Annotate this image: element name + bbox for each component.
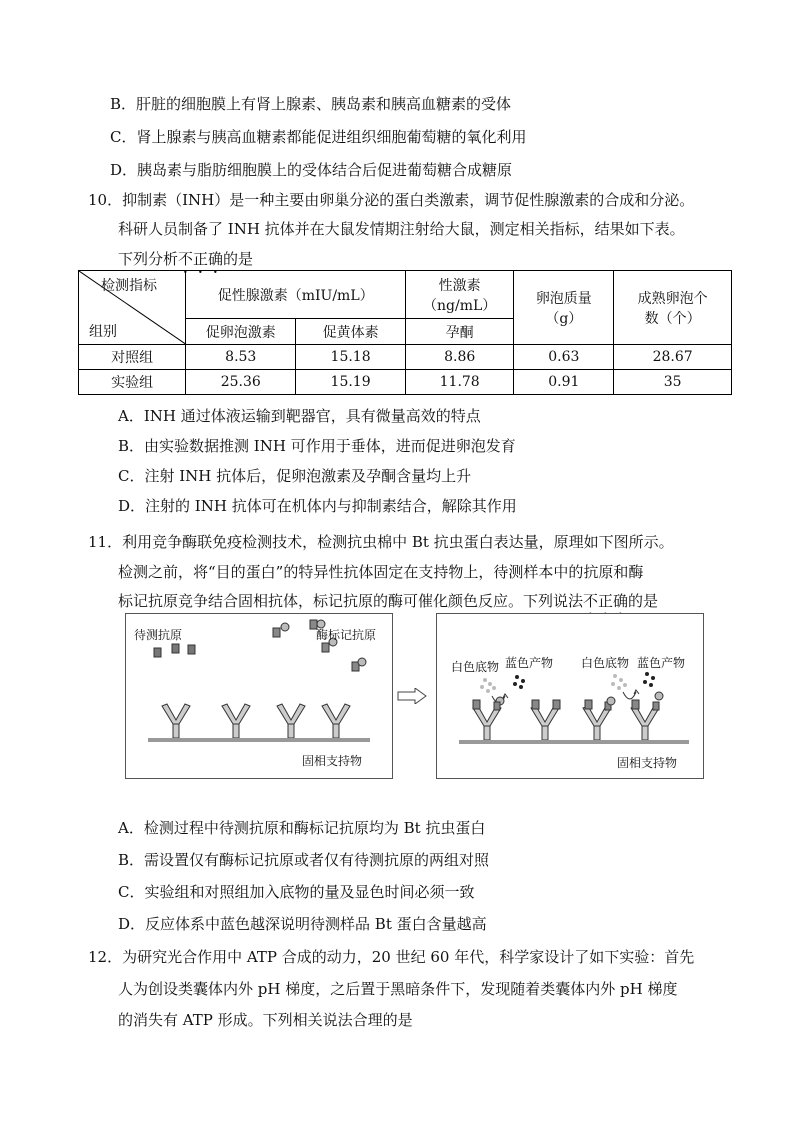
- subheader-fsh: 促卵泡激素: [186, 319, 296, 345]
- label-test-antigen: 待测抗原: [134, 628, 183, 642]
- q12-stem-line2: 人为创设类囊体内外 pH 梯度，之后置于黑暗条件下，发现随着类囊体内外 pH 梯度: [118, 980, 678, 998]
- label-blue-product-1: 蓝色产物: [505, 656, 554, 670]
- q10-option-d: D．注射的 INH 抗体可在机体内与抑制素结合，解除其作用: [118, 497, 517, 515]
- figure-before-panel: [125, 613, 393, 779]
- q11-option-c: C．实验组和对照组加入底物的量及显色时间必须一致: [118, 883, 475, 901]
- cell-mass: 0.63: [514, 345, 614, 370]
- q10-option-b: B．由实验数据推测 INH 可作用于垂体，进而促进卵泡发育: [118, 437, 516, 455]
- table-corner-cell: [79, 271, 186, 345]
- label-white-substrate-2: 白色底物: [581, 656, 630, 670]
- cell-mass: 0.91: [514, 370, 614, 395]
- cell-lh: 15.18: [296, 345, 406, 370]
- right-arrow-icon: [397, 688, 427, 704]
- figure-after-panel: [436, 613, 704, 779]
- header-mature-follicles: 成熟卵泡个 数（个）: [614, 271, 732, 345]
- q12-stem-line3: 的消失有 ATP 形成。下列相关说法合理的是: [118, 1011, 413, 1029]
- q10-option-c: C．注射 INH 抗体后，促卵泡激素及孕酮含量均上升: [118, 467, 472, 485]
- label-white-substrate-1: 白色底物: [451, 660, 500, 674]
- q10-stem-line1: 10．抑制素（INH）是一种主要由卵巢分泌的蛋白类激素，调节促性腺激素的合成和分泌。: [88, 191, 695, 209]
- label-enzyme-antigen: 酶标记抗原: [316, 628, 377, 642]
- label-solid-support: 固相支持物: [617, 756, 678, 770]
- cell-prog: 11.78: [405, 370, 513, 395]
- q9-option-c: C．肾上腺素与胰高血糖素都能促进组织细胞葡萄糖的氧化利用: [110, 128, 527, 146]
- cell-count: 35: [614, 370, 732, 395]
- subheader-progesterone: 孕酮: [405, 319, 513, 345]
- corner-bottom-label: 组别: [89, 324, 117, 340]
- label-solid-support: 固相支持物: [302, 754, 363, 768]
- header-gonadotropin: 促性腺激素（mIU/mL）: [186, 271, 406, 319]
- cell-prog: 8.86: [405, 345, 513, 370]
- header-sex-hormone: 性激素 （ng/mL）: [405, 271, 513, 319]
- cell-fsh: 25.36: [186, 370, 296, 395]
- table-row-experiment: [79, 370, 732, 395]
- q10-data-table: [78, 270, 732, 395]
- subheader-lh: 促黄体素: [296, 319, 406, 345]
- q10-stem-line2: 科研人员制备了 INH 抗体并在大鼠发情期注射给大鼠，测定相关指标，结果如下表。: [118, 220, 685, 238]
- emphasis-not-correct: 不正确: [178, 250, 224, 268]
- cell-group: 实验组: [79, 370, 186, 395]
- q10-option-a: A．INH 通过体液运输到靶器官，具有微量高效的特点: [118, 407, 481, 425]
- emphasis-not-correct: 不正确: [583, 592, 629, 610]
- q10-stem-line3: 下列分析不正确的是: [118, 250, 254, 268]
- q11-stem-line3: 标记抗原竞争结合固相抗体，标记抗原的酶可催化颜色反应。下列说法不正确的是: [118, 592, 659, 610]
- cell-fsh: 8.53: [186, 345, 296, 370]
- q12-stem-line1: 12．为研究光合作用中 ATP 合成的动力，20 世纪 60 年代，科学家设计了如下实验：首先: [88, 948, 695, 966]
- header-follicle-mass: 卵泡质量 （g）: [514, 271, 614, 345]
- cell-count: 28.67: [614, 345, 732, 370]
- q11-stem-line1: 11．利用竞争酶联免疫检测技术，检测抗虫棉中 Bt 抗虫蛋白表达量，原理如下图所示。: [88, 533, 674, 551]
- table-row-control: [79, 345, 732, 370]
- cell-group: 对照组: [79, 345, 186, 370]
- q11-option-a: A．检测过程中待测抗原和酶标记抗原均为 Bt 抗虫蛋白: [118, 819, 486, 837]
- corner-top-label: 检测指标: [101, 278, 157, 294]
- label-blue-product-2: 蓝色产物: [637, 656, 686, 670]
- q9-option-b: B．肝脏的细胞膜上有肾上腺素、胰岛素和胰高血糖素的受体: [110, 95, 512, 113]
- cell-lh: 15.19: [296, 370, 406, 395]
- q11-option-d: D．反应体系中蓝色越深说明待测样品 Bt 蛋白含量越高: [118, 915, 487, 933]
- q11-option-b: B．需设置仅有酶标记抗原或者仅有待测抗原的两组对照: [118, 851, 490, 869]
- q11-stem-line2: 检测之前，将“目的蛋白”的特异性抗体固定在支持物上，待测样本中的抗原和酶: [118, 563, 644, 581]
- q9-option-d: D．胰岛素与脂肪细胞膜上的受体结合后促进葡萄糖合成糖原: [110, 161, 513, 179]
